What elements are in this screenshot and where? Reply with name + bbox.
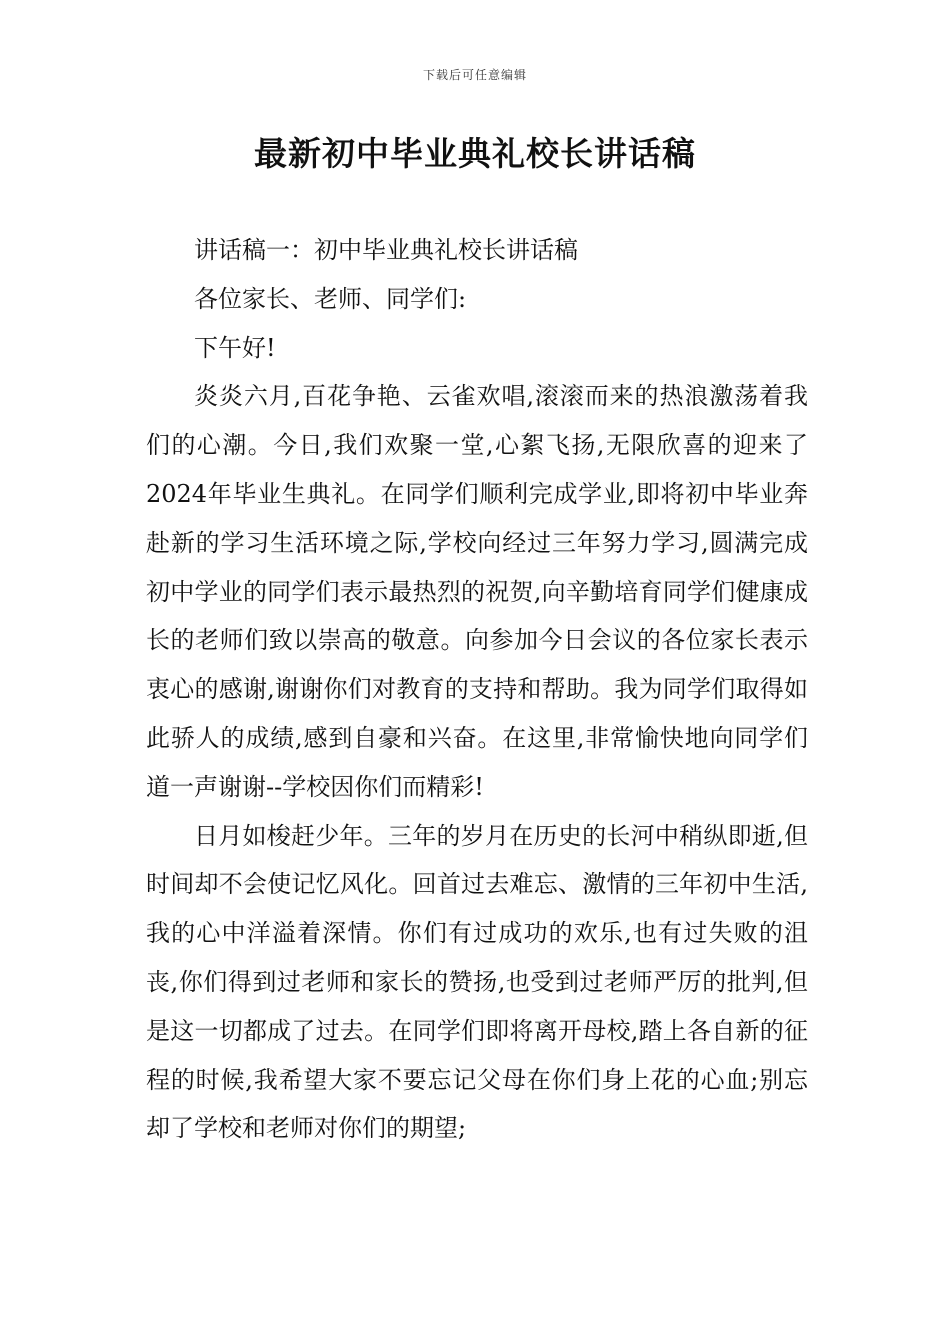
paragraph-body-2: 日月如梭赶少年。三年的岁月在历史的长河中稍纵即逝,但时间却不会使记忆风化。回首过去难忘、激情的三年初中生活,我的心中洋溢着深情。你们有过成功的欢乐,也有过失败的沮丧,你们得到过老师和家长的赞扬,也受到过老师严厉的批判,但是这一切都成了过去。在同学们即将离开母校,踏上各自新的征程的时候,我希望大家不要忘记父母在你们身上花的心血;别忘却了学校和老师对你们的期望; [146, 821, 808, 1143]
paragraph-body-1: 炎炎六月,百花争艳、云雀欢唱,滚滚而来的热浪激荡着我们的心潮。今日,我们欢聚一堂,心絮飞扬,无限欣喜的迎来了2024年毕业生典礼。在同学们顺利完成学业,即将初中毕业奔赴新的学习生活环境之际,学校向经过三年努力学习,圆满完成初中学业的同学们表示最热烈的祝贺,向辛勤培育同学们健康成长的老师们致以崇高的敬意。向参加今日会议的各位家长表示衷心的感谢,谢谢你们对教育的支持和帮助。我为同学们取得如此骄人的成绩,感到自豪和兴奋。在这里,非常愉快地向同学们道一声谢谢--学校因你们而精彩! [146, 382, 808, 801]
header-note: 下载后可任意编辑 [422, 68, 527, 82]
page-title: 最新初中毕业典礼校长讲话稿 [254, 134, 696, 173]
paragraph-greeting: 下午好! [194, 333, 276, 362]
paragraph-subtitle: 讲话稿一：初中毕业典礼校长讲话稿 [194, 236, 578, 264]
document-body [146, 226, 808, 1153]
paragraph-salutation: 各位家长、老师、同学们: [194, 284, 467, 313]
